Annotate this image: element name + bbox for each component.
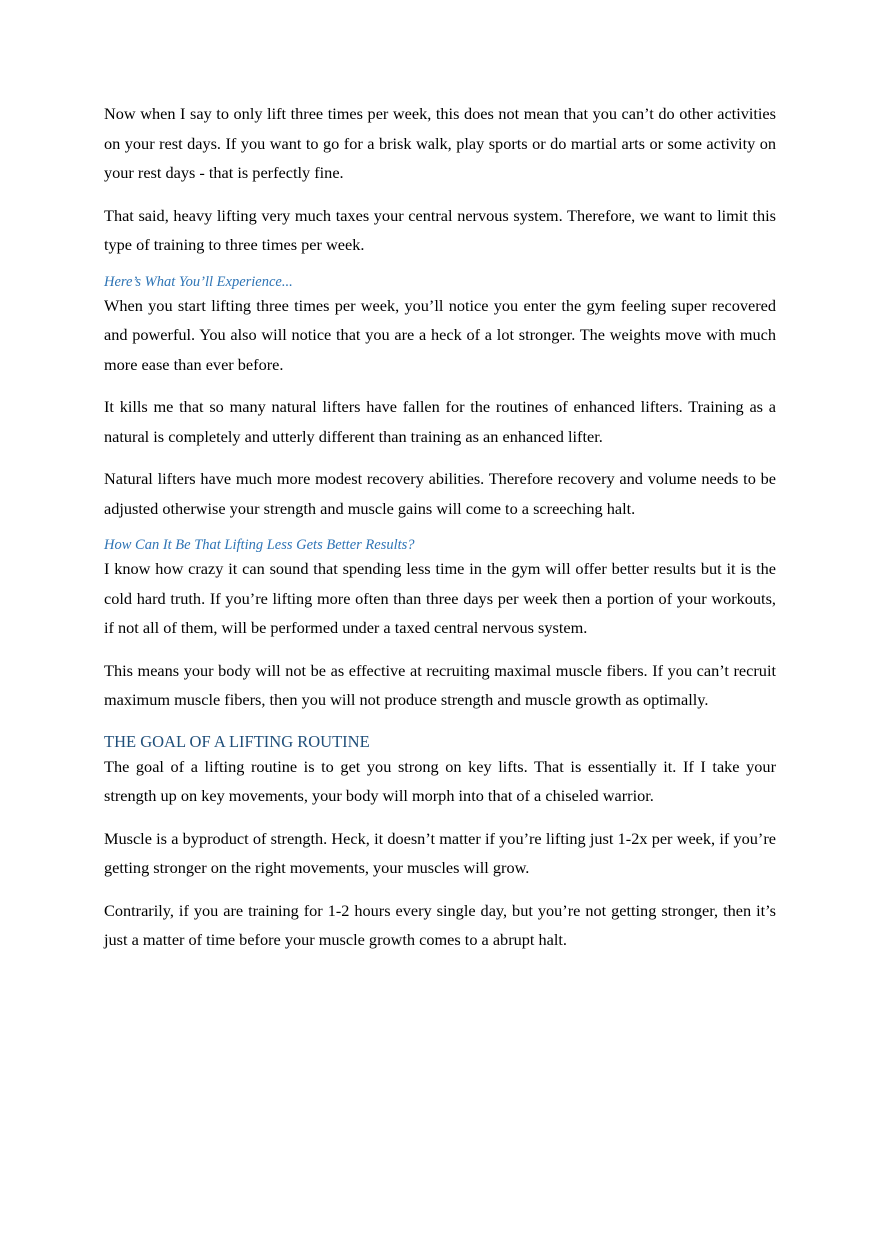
subheading-lifting-less: How Can It Be That Lifting Less Gets Better Results? (104, 537, 415, 553)
paragraph-rest-days: Now when I say to only lift three times per week, this does not mean that you can’t do other activities on your rest days. If you want to go for a brisk walk, play sports or do martial arts or some activity on your rest days - that is perfectly fine. (104, 104, 776, 182)
paragraph-feeling-recovered: When you start lifting three times per week, you’ll notice you enter the gym feeling super recovered and powerful. You also will notice that you are a heck of a lot stronger. The weights move with much more ease than ever before. (104, 295, 776, 374)
paragraph-muscle-fibers: This means your body will not be as effective at recruiting maximal muscle fibers. If you can’t recruit maximum muscle fibers, then you will not produce strength and muscle growth as optimally. (104, 660, 776, 709)
section-heading-goal: THE GOAL OF A LIFTING ROUTINE (104, 731, 370, 751)
paragraph-recovery-abilities: Natural lifters have much more modest recovery abilities. Therefore recovery and volume needs to be adjusted otherwise your strength and muscle gains will come to a screeching halt. (104, 469, 776, 518)
subheading-experience: Here’s What You’ll Experience... (104, 273, 293, 290)
paragraph-cns-taxing: That said, heavy lifting very much taxes your central nervous system. Therefore, we want to limit this type of training to three times per week. (104, 205, 776, 254)
paragraph-cold-hard-truth: I know how crazy it can sound that spending less time in the gym will offer better results but it is the cold hard truth. If you’re lifting more often than three days per week then a portion of your workouts, if not all of them, will be performed under a taxed central nervous system. (104, 559, 776, 637)
paragraph-muscle-byproduct: Muscle is a byproduct of strength. Heck, it doesn’t matter if you’re lifting just 1-2x per week, if you’re getting stronger on the right movements, your muscles will grow. (104, 828, 776, 877)
paragraph-natural-vs-enhanced: It kills me that so many natural lifters have fallen for the routines of enhanced lifters. Training as a natural is completely and utterly different than training as an enhanced lifter. (104, 397, 776, 446)
paragraph-goal-of-routine: The goal of a lifting routine is to get you strong on key lifts. That is essentially it. If I take your strength up on key movements, your body will morph into that of a chiseled warrior. (104, 756, 776, 805)
paragraph-contrarily: Contrarily, if you are training for 1-2 hours every single day, but you’re not getting stronger, then it’s just a matter of time before your muscle growth comes to a abrupt halt. (104, 900, 776, 949)
page-content (104, 99, 776, 968)
